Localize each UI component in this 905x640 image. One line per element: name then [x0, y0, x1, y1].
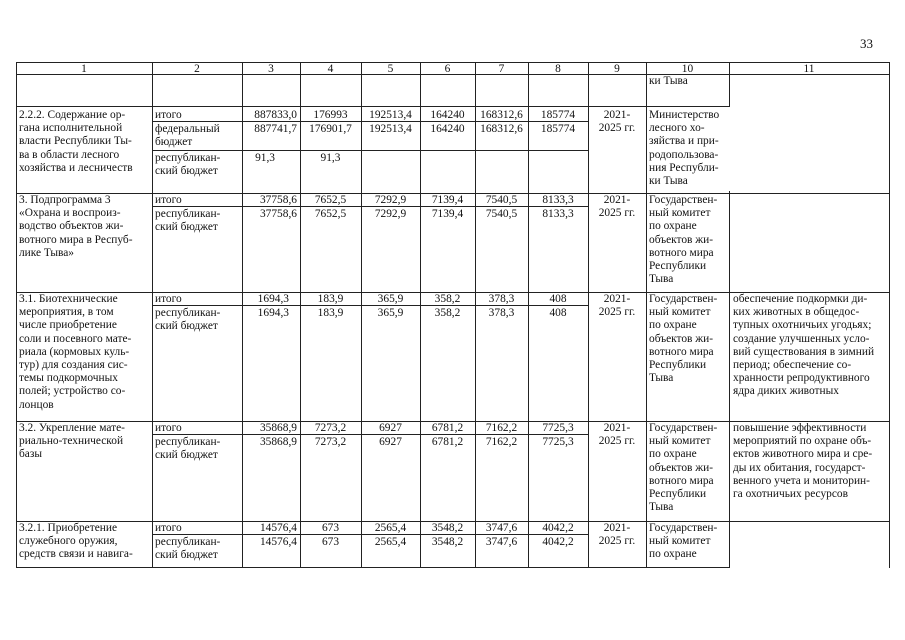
- value-cell: 185774: [540, 109, 576, 121]
- value-cell: 7273,2: [314, 436, 347, 448]
- header-col-10: 10: [681, 63, 694, 75]
- value-cell: 14576,4: [259, 536, 297, 548]
- period-cell: 2021- 2025 гг.: [598, 522, 636, 548]
- source-label: итого: [155, 293, 182, 305]
- header-col-4: 4: [327, 63, 334, 75]
- header-col-6: 6: [444, 63, 451, 75]
- value-cell: 408: [549, 307, 567, 319]
- executor-cell: Государствен- ный комитет по охране: [649, 522, 718, 561]
- value-cell: 365,9: [377, 293, 404, 305]
- value-cell: 183,9: [317, 293, 344, 305]
- continuation-executor: ки Тыва: [649, 75, 688, 87]
- value-cell: 7162,2: [485, 422, 518, 434]
- value-cell: 14576,4: [259, 522, 297, 534]
- source-label: итого: [155, 422, 182, 434]
- value-cell: 673: [321, 522, 340, 534]
- source-label: республикан- ский бюджет: [155, 152, 221, 178]
- source-label: республикан- ский бюджет: [155, 307, 221, 333]
- period-cell: 2021- 2025 гг.: [598, 293, 636, 319]
- value-cell: 37758,6: [259, 208, 297, 220]
- value-cell: 7139,4: [431, 194, 464, 206]
- value-cell: 4042,2: [542, 536, 574, 548]
- value-cell: 176901,7: [309, 123, 352, 135]
- row-name: 2.2.2. Содержание ор- гана исполнительной власти Республики Ты- ва в области лесного хозяйства и лесничеств: [19, 109, 133, 174]
- value-cell: 164240: [430, 109, 465, 121]
- value-cell: 6781,2: [431, 436, 464, 448]
- value-cell: 91,3: [320, 152, 341, 164]
- value-cell: 168312,6: [480, 109, 523, 121]
- value-cell: 673: [321, 536, 340, 548]
- period-cell: 2021- 2025 гг.: [598, 194, 636, 220]
- value-cell: 2565,4: [374, 536, 407, 548]
- executor-cell: Государствен- ный комитет по охране объектов жи- вотного мира Республики Тыва: [649, 194, 718, 286]
- period-cell: 2021- 2025 гг.: [598, 109, 636, 135]
- period-cell: 2021- 2025 гг.: [598, 422, 636, 448]
- value-cell: 358,2: [434, 307, 461, 319]
- row-name: 3.2. Укрепление мате- риально-технической базы: [19, 422, 125, 461]
- grid-line: [16, 106, 730, 107]
- value-cell: 1694,3: [257, 293, 289, 305]
- executor-cell: Государствен- ный комитет по охране объектов жи- вотного мира Республики Тыва: [649, 293, 718, 385]
- source-label: республикан- ский бюджет: [155, 536, 221, 562]
- grid-line: [646, 62, 647, 568]
- value-cell: 7725,3: [542, 436, 574, 448]
- grid-line: [729, 191, 730, 568]
- value-cell: 7540,5: [485, 208, 518, 220]
- executor-cell: Министерство лесного хо- зяйства и при- родопользова- ния Республи- ки Тыва: [649, 109, 720, 188]
- header-col-9: 9: [614, 63, 620, 75]
- value-cell: 35868,9: [259, 422, 297, 434]
- header-col-1: 1: [81, 63, 87, 75]
- value-cell: 7652,5: [314, 194, 347, 206]
- value-cell: 192513,4: [369, 123, 412, 135]
- value-cell: 91,3: [255, 152, 275, 164]
- value-cell: 7725,3: [542, 422, 574, 434]
- header-col-3: 3: [268, 63, 274, 75]
- value-cell: 7139,4: [431, 208, 464, 220]
- value-cell: 408: [549, 293, 567, 305]
- value-cell: 3747,6: [485, 522, 518, 534]
- value-cell: 8133,3: [542, 194, 574, 206]
- value-cell: 164240: [430, 123, 465, 135]
- row-name: 3. Подпрограмма 3 «Охрана и воспроиз- водство объектов жи- вотного мира в Респуб- лике Тыва»: [19, 194, 133, 259]
- value-cell: 176993: [313, 109, 348, 121]
- source-label: итого: [155, 194, 182, 206]
- grid-line: [152, 62, 153, 568]
- value-cell: 6927: [379, 436, 402, 448]
- header-col-11: 11: [803, 63, 815, 75]
- value-cell: 1694,3: [257, 307, 289, 319]
- result-cell: обеспечение подкормки ди- ких животных в общедос- тупных охотничьих угодьях; создание улучшенных усло- вий существования в зимний период; обеспечение со- хранности репродуктивного ядра диких животных: [733, 293, 875, 398]
- value-cell: 7273,2: [314, 422, 347, 434]
- value-cell: 7292,9: [374, 194, 407, 206]
- value-cell: 7540,5: [485, 194, 518, 206]
- value-cell: 185774: [540, 123, 576, 135]
- value-cell: 365,9: [377, 307, 404, 319]
- value-cell: 37758,6: [259, 194, 297, 206]
- header-col-7: 7: [498, 63, 505, 75]
- value-cell: 378,3: [488, 293, 515, 305]
- source-label: итого: [155, 522, 182, 534]
- value-cell: 3548,2: [431, 536, 464, 548]
- value-cell: 183,9: [317, 307, 344, 319]
- grid-line: [16, 62, 17, 568]
- value-cell: 358,2: [434, 293, 461, 305]
- source-label: итого: [155, 109, 182, 121]
- value-cell: 2565,4: [374, 522, 407, 534]
- grid-line: [16, 567, 730, 568]
- header-col-8: 8: [555, 63, 561, 75]
- result-cell: повышение эффективности мероприятий по охране объ- ектов животного мира и сре- ды их обитания, государст- венного учета и мониторин- га охотничьих ресурсов: [733, 422, 873, 501]
- header-col-5: 5: [387, 63, 394, 75]
- value-cell: 7162,2: [485, 436, 518, 448]
- row-name: 3.2.1. Приобретение служебного оружия, средств связи и навига-: [19, 522, 133, 561]
- value-cell: 6927: [379, 422, 402, 434]
- source-label: республикан- ский бюджет: [155, 208, 221, 234]
- value-cell: 6781,2: [431, 422, 464, 434]
- row-name: 3.1. Биотехнические мероприятия, в том числе приобретение соли и посевного мате- риала (кормовых куль- тур) для создания сис- темы подкормочных полей; устройство со- лонцов: [19, 293, 132, 411]
- value-cell: 3548,2: [431, 522, 464, 534]
- page-number: 33: [860, 36, 873, 51]
- value-cell: 192513,4: [369, 109, 412, 121]
- value-cell: 887833,0: [254, 109, 297, 121]
- value-cell: 4042,2: [542, 522, 574, 534]
- value-cell: 887741,7: [254, 123, 297, 135]
- value-cell: 35868,9: [259, 436, 297, 448]
- value-cell: 7292,9: [374, 208, 407, 220]
- value-cell: 8133,3: [542, 208, 574, 220]
- value-cell: 168312,6: [480, 123, 523, 135]
- source-label: федеральный бюджет: [155, 123, 220, 149]
- header-col-2: 2: [194, 63, 200, 75]
- value-cell: 3747,6: [485, 536, 518, 548]
- value-cell: 7652,5: [314, 208, 347, 220]
- source-label: республикан- ский бюджет: [155, 436, 221, 462]
- grid-line: [889, 62, 890, 568]
- value-cell: 378,3: [488, 307, 515, 319]
- grid-line: [152, 150, 589, 151]
- executor-cell: Государствен- ный комитет по охране объектов жи- вотного мира Республики Тыва: [649, 422, 718, 514]
